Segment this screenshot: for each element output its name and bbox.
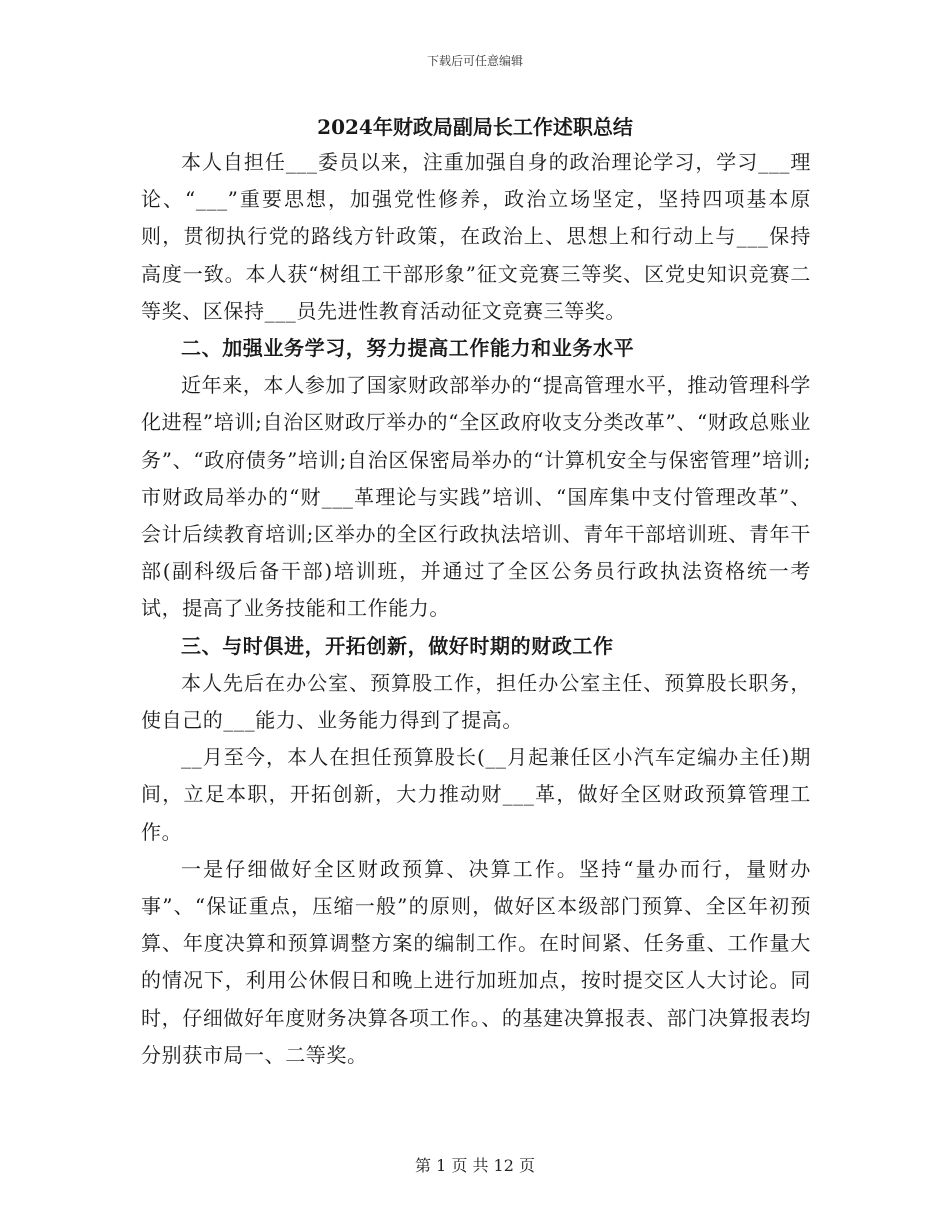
paragraph-intro: 本人自担任___委员以来，注重加强自身的政治理论学习，学习___理论、“___”重要思想，加强党性修养，政治立场坚定，坚持四项基本原则，贯彻执行党的路线方针政策，在政治上、思想上和行动上与___保持高度一致。本人获“树组工干部形象”征文竞赛三等奖、区党史知识竞赛二等奖、区保持___员先进性教育活动征文竞赛三等奖。: [141, 150, 811, 323]
page-number: 第 1 页 共 12 页: [415, 1156, 535, 1175]
paragraph-positions: 本人先后在办公室、预算股工作，担任办公室主任、预算股长职务，使自己的___能力、业务能力得到了提高。: [141, 670, 811, 733]
document-title: 2024年财政局副局长工作述职总结: [317, 115, 633, 139]
document-body: [141, 144, 811, 1074]
section-heading-3: 三、与时俱进，开拓创新，做好时期的财政工作: [181, 633, 614, 658]
paragraph-budget-chief: __月至今，本人在担任预算股长(__月起兼任区小汽车定编办主任)期间，立足本职，开拓创新，大力推动财___革，做好全区财政预算管理工作。: [141, 745, 811, 844]
paragraph-training: 近年来，本人参加了国家财政部举办的“提高管理水平，推动管理科学化进程”培训;自治区财政厅举办的“全区政府收支分类改革”、“财政总账业务”、“政府债务”培训;自治区保密局举办的“计算机安全与保密管理”培训;市财政局举办的“财___革理论与实践”培训、“国库集中支付管理改革”、会计后续教育培训;区举办的全区行政执法培训、青年干部培训班、青年干部(副科级后备干部)培训班，并通过了全区公务员行政执法资格统一考试，提高了业务技能和工作能力。: [141, 373, 811, 621]
section-heading-2: 二、加强业务学习，努力提高工作能力和业务水平: [181, 336, 635, 361]
paragraph-budget-work: 一是仔细做好全区财政预算、决算工作。坚持“量办而行，量财办事”、“保证重点，压缩一般”的原则，做好区本级部门预算、全区年初预算、年度决算和预算调整方案的编制工作。在时间紧、任务重、工作量大的情况下，利用公休假日和晚上进行加班加点，按时提交区人大讨论。同时，仔细做好年度财务决算各项工作。、的基建决算报表、部门决算报表均分别获市局一、二等奖。: [141, 856, 811, 1067]
page-header-note: 下载后可任意编辑: [426, 54, 523, 68]
